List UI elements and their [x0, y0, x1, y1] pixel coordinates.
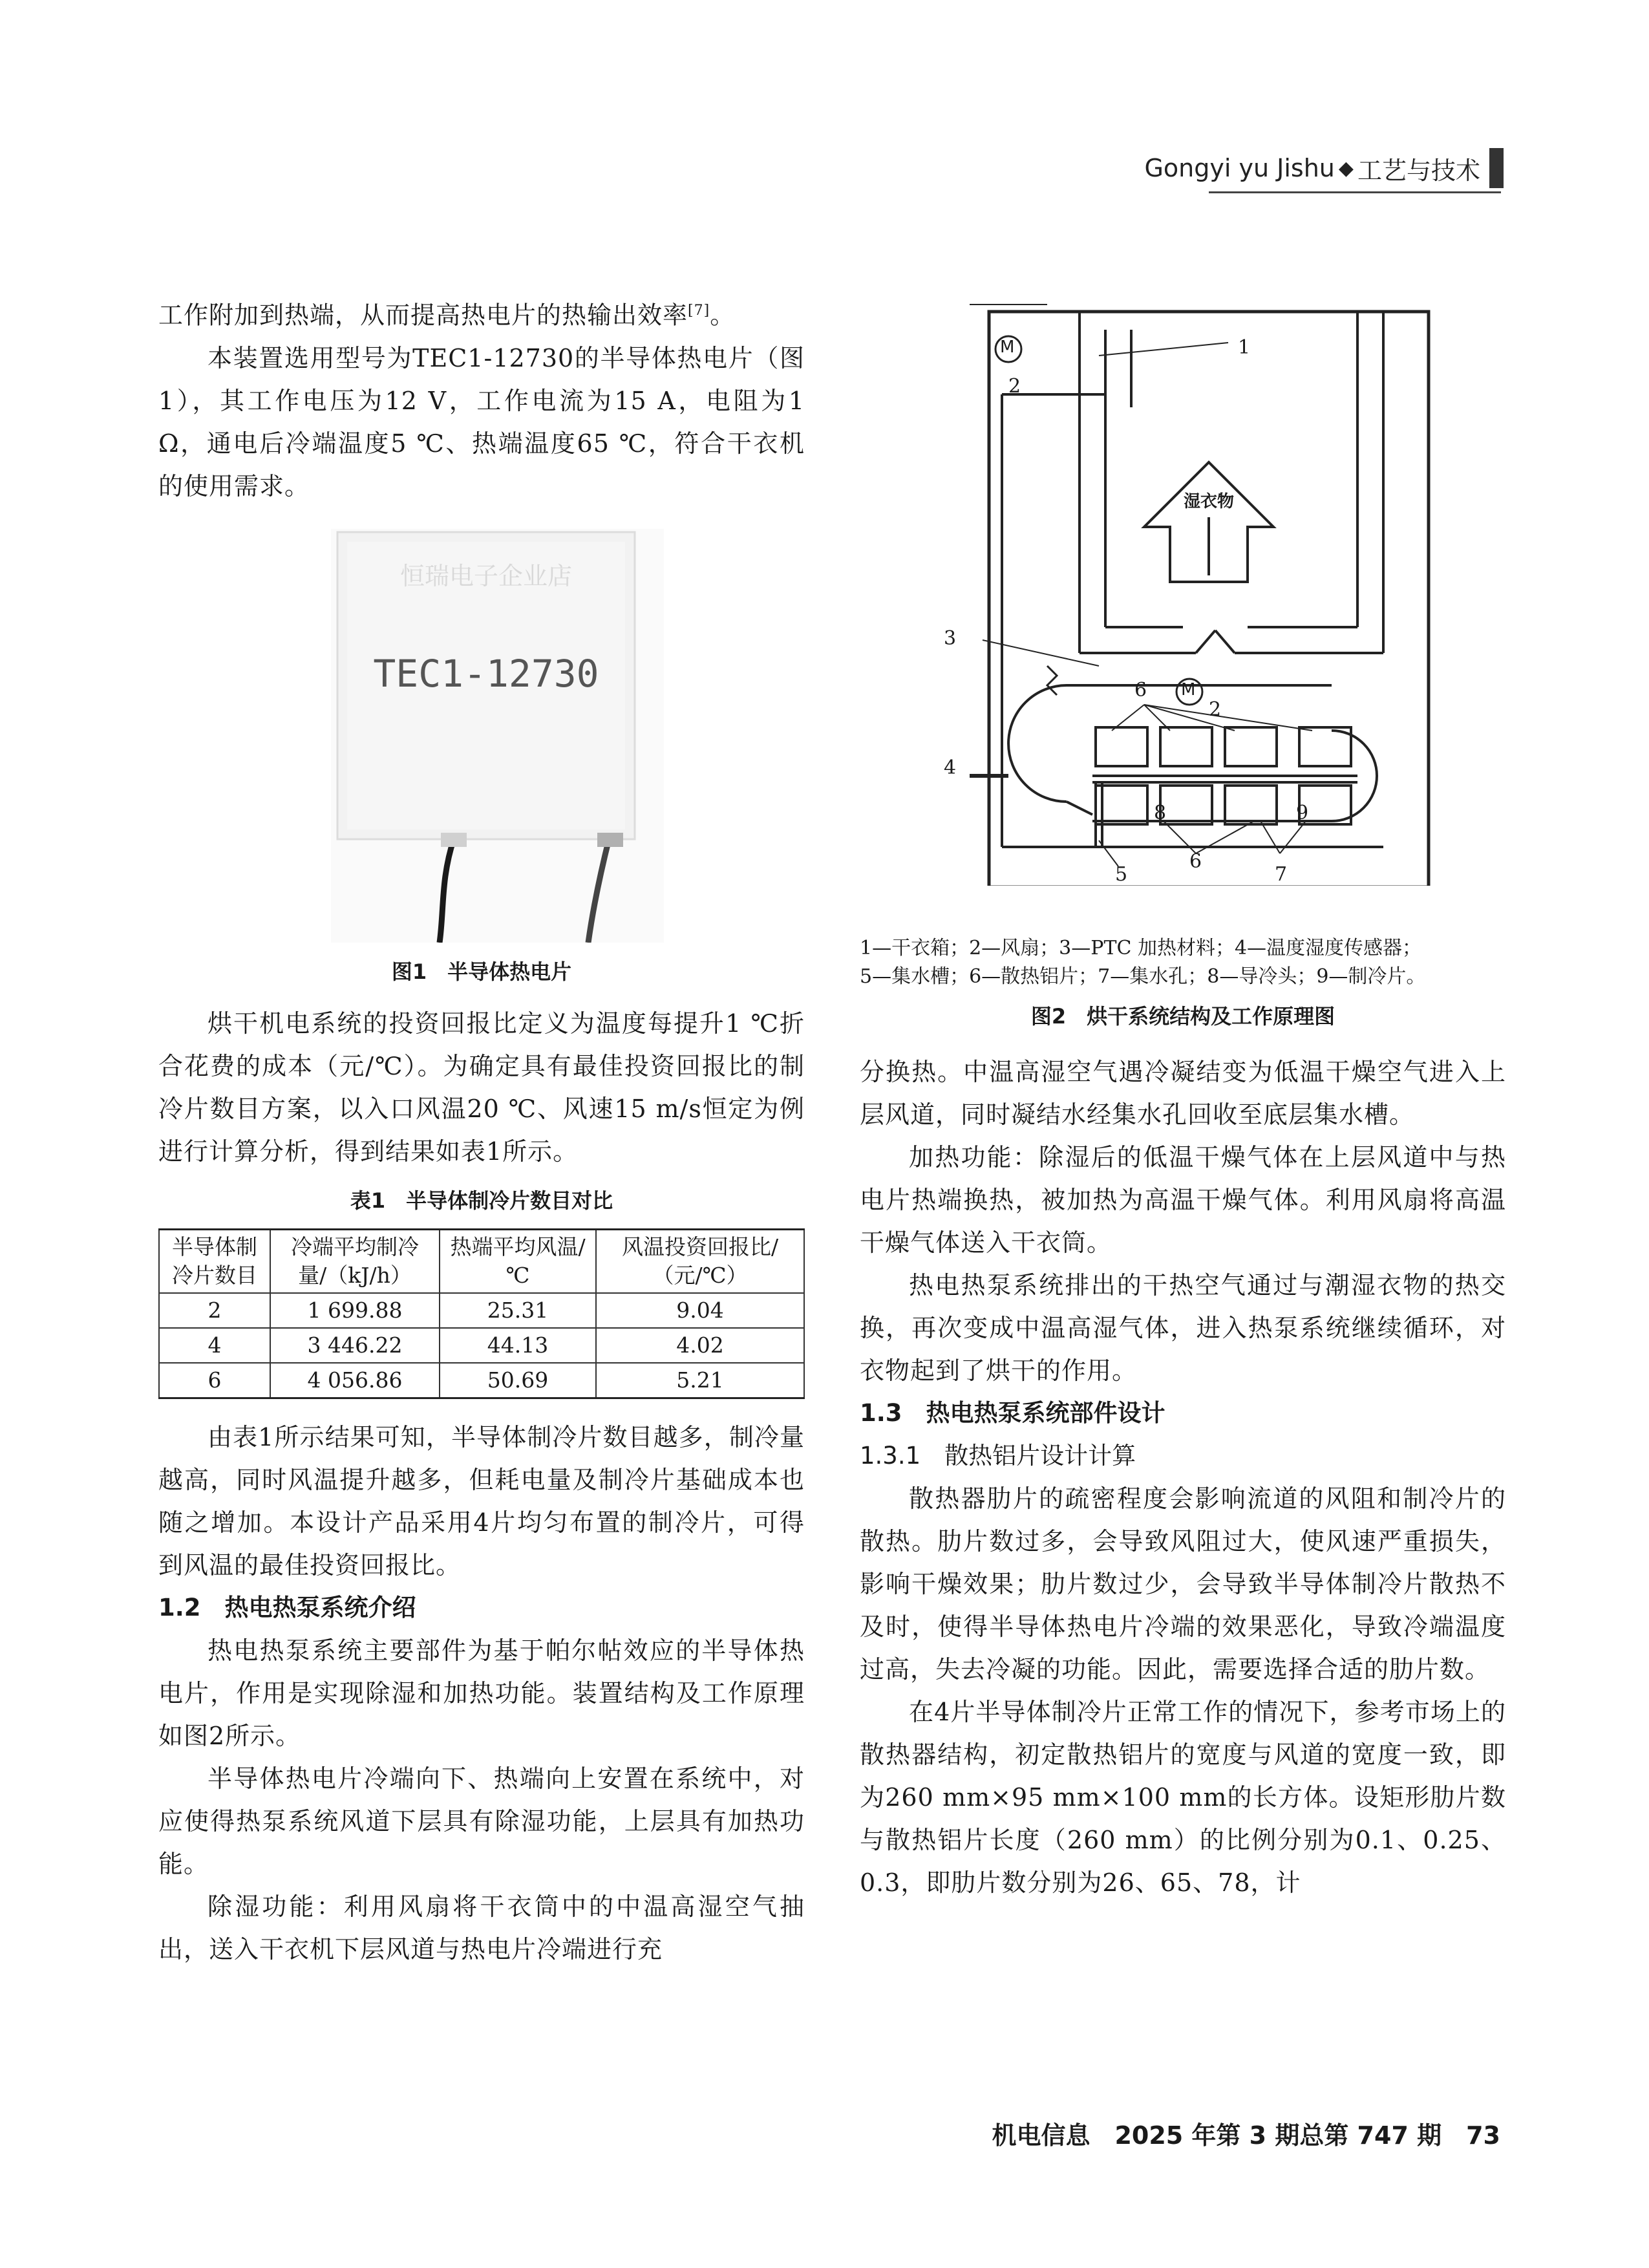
table-cell: 3 446.22	[270, 1328, 440, 1363]
section-1-3-1-heading: 1.3.1 散热铝片设计计算	[860, 1442, 1136, 1470]
table-cell: 4	[159, 1328, 270, 1363]
label-7: 7	[1275, 863, 1288, 886]
table-cell: 9.04	[596, 1293, 804, 1328]
watermark-text: 恒瑞电子企业店	[399, 562, 572, 590]
table-cell: 2	[159, 1293, 270, 1328]
table-header-row	[159, 1230, 804, 1294]
table-row	[159, 1293, 804, 1328]
left-paragraph-6: 半导体热电片冷端向下、热端向上安置在系统中，对应使得热泵系统风道下层具有除湿功能，上层具有加热功能。	[158, 1764, 805, 1878]
figure-1-photo	[331, 529, 664, 943]
table-cell: 4.02	[596, 1328, 804, 1363]
label-6-top: 6	[1134, 679, 1147, 701]
label-2-bottom: 2	[1209, 698, 1222, 721]
diamond-icon: ◆	[1338, 156, 1354, 180]
left-paragraph-4: 由表1所示结果可知，半导体制冷片数目越多，制冷量越高，同时风温提升越多，但耗电量及制冷片基础成本也随之增加。本设计产品采用4片均匀布置的制冷片，可得到风温的最佳投资回报比。	[158, 1423, 805, 1579]
left-column	[158, 290, 805, 508]
table-1-caption: 表1 半导体制冷片数目对比	[350, 1188, 613, 1213]
right-paragraph-2: 加热功能：除湿后的低温干燥气体在上层风道中与热电片热端换热，被加热为高温干燥气体。利用风扇将高温干燥气体送入干衣筒。	[860, 1143, 1506, 1257]
right-paragraph-1: 分换热。中温高湿空气遇冷凝结变为低温干燥空气进入上层风道，同时凝结水经集水孔回收至底层集水槽。	[860, 1058, 1506, 1129]
label-6-bottom: 6	[1189, 850, 1202, 873]
table-cell: 5.21	[596, 1363, 804, 1398]
right-paragraph-4: 散热器肋片的疏密程度会影响流道的风阻和制冷片的散热。肋片数过多，会导致风阻过大，使风速严重损失，影响干燥效果；肋片数过少，会导致半导体制冷片散热不及时，使得半导体热电片冷端的效果恶化，导致冷端温度过高，失去冷凝的功能。因此，需要选择合适的肋片数。	[860, 1484, 1506, 1684]
figure-2-diagram	[944, 304, 1454, 886]
header-section: 工艺与技术	[1357, 156, 1480, 185]
fan-m-label-bottom: M	[1181, 680, 1196, 700]
left-paragraph-5: 热电热泵系统主要部件为基于帕尔帖效应的半导体热电片，作用是实现除湿和加热功能。装置结构及工作原理如图2所示。	[158, 1636, 805, 1750]
table-1	[158, 1228, 805, 1399]
table-header-cell: 半导体制冷片数目	[159, 1230, 270, 1294]
section-1-2-heading: 1.2 热电热泵系统介绍	[158, 1594, 416, 1621]
right-column-text	[860, 1051, 1506, 1904]
label-5: 5	[1115, 863, 1128, 886]
left-paragraph-3: 烘干机电系统的投资回报比定义为温度每提升1 ℃折合花费的成本（元/℃）。为确定具有最佳投资回报比的制冷片数目方案，以入口风温20 ℃、风速15 m/s恒定为例进行计算分析，得到结果如表1所示。	[158, 1009, 805, 1166]
table-cell: 4 056.86	[270, 1363, 440, 1398]
figure-2-legend	[860, 934, 1506, 1030]
label-9: 9	[1296, 802, 1309, 824]
figure-2-legend-line-2: 5—集水槽；6—散热铝片；7—集水孔；8—导冷头；9—制冷片。	[860, 965, 1426, 988]
table-cell: 1 699.88	[270, 1293, 440, 1328]
table-header-cell: 热端平均风温/℃	[440, 1230, 596, 1294]
header-rule	[1209, 191, 1501, 193]
wet-clothes-label: 湿衣物	[1183, 492, 1234, 511]
right-paragraph-5: 在4片半导体制冷片正常工作的情况下，参考市场上的散热器结构，初定散热铝片的宽度与风道的宽度一致，即为260 mm×95 mm×100 mm的长方体。设矩形肋片数与散热铝片长度（260 mm）的比例分别为0.1、0.25、0.3，即肋片数分别为26、65、78，计	[860, 1698, 1506, 1897]
label-2-top: 2	[1008, 375, 1021, 398]
running-header	[1144, 150, 1504, 186]
fan-m-label-top: M	[1000, 337, 1015, 357]
right-paragraph-3: 热电热泵系统排出的干热空气通过与潮湿衣物的热交换，再次变成中温高湿气体，进入热泵系统继续循环，对衣物起到了烘干的作用。	[860, 1271, 1506, 1385]
table-row	[159, 1363, 804, 1398]
label-4: 4	[944, 756, 957, 779]
table-cell: 50.69	[440, 1363, 596, 1398]
label-3: 3	[944, 627, 957, 650]
table-cell: 25.31	[440, 1293, 596, 1328]
header-bar-icon	[1489, 148, 1504, 188]
table-header-cell: 冷端平均制冷量/（kJ/h）	[270, 1230, 440, 1294]
left-column-lower	[158, 1002, 805, 1971]
module-label: TEC1-12730	[373, 652, 599, 696]
left-paragraph-7: 除湿功能：利用风扇将干衣筒中的中温高湿空气抽出，送入干衣机下层风道与热电片冷端进行充	[158, 1892, 805, 1963]
figure-1-caption: 图1 半导体热电片	[391, 959, 572, 984]
label-8: 8	[1154, 802, 1167, 824]
header-pinyin: Gongyi yu Jishu	[1144, 154, 1335, 182]
table-cell: 44.13	[440, 1328, 596, 1363]
page-footer: 机电信息 2025 年第 3 期总第 747 期 73	[992, 2121, 1500, 2150]
dryer-system-schematic	[970, 304, 1454, 886]
figure-2-legend-line-1: 1—干衣箱；2—风扇；3—PTC 加热材料；4—温度湿度传感器；	[860, 937, 1422, 959]
table-cell: 6	[159, 1363, 270, 1398]
section-1-3-heading: 1.3 热电热泵系统部件设计	[860, 1399, 1165, 1427]
left-paragraph-1: 工作附加到热端，从而提高热电片的热输出效率[7]。	[158, 301, 736, 330]
table-row	[159, 1328, 804, 1363]
label-1: 1	[1238, 336, 1251, 359]
table-header-cell: 风温投资回报比/（元/℃）	[596, 1230, 804, 1294]
left-paragraph-2: 本装置选用型号为TEC1-12730的半导体热电片（图1），其工作电压为12 V，工作电流为15 A，电阻为1 Ω，通电后冷端温度5 ℃、热端温度65 ℃，符合干衣机的使用需求。	[158, 343, 805, 500]
figure-2-caption: 图2 烘干系统结构及工作原理图	[1030, 1004, 1335, 1029]
